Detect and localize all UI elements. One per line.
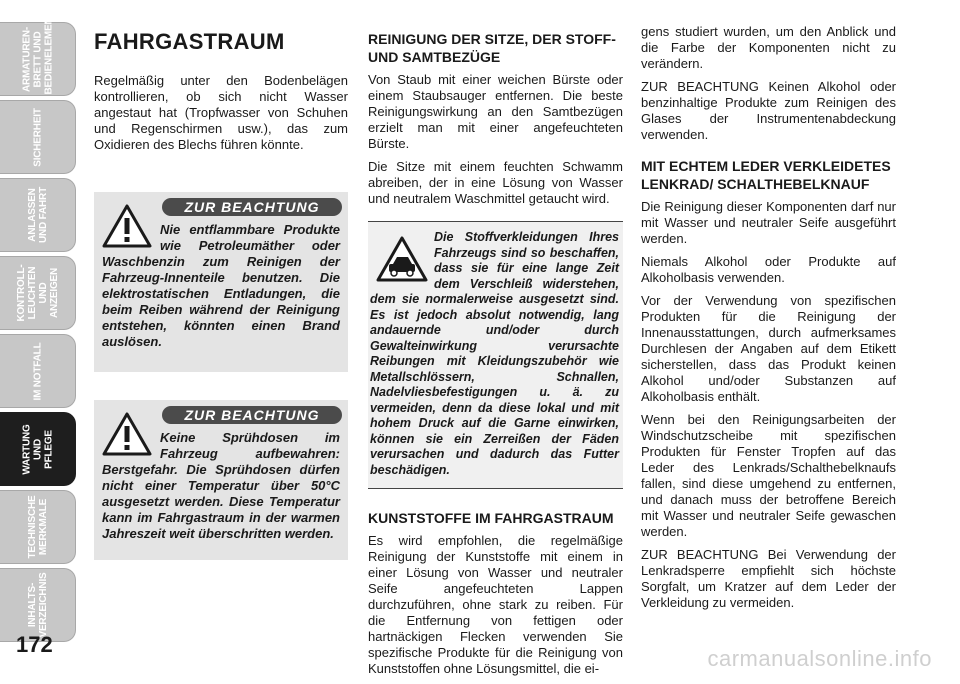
column-3 — [641, 24, 896, 618]
tab-armaturenbrett[interactable] — [0, 4, 76, 96]
paragraph: Die Reinigung dieser Komponenten darf nur mit Wasser und neutraler Seife ausgeführt werden. — [641, 199, 896, 246]
paragraph: ZUR BEACHTUNG Keinen Alkohol oder benzinhaltige Produkte zum Reinigen des Glases der Instrumentenabdeckung verwenden. — [641, 79, 896, 142]
column-1 — [94, 24, 348, 160]
column-2 — [368, 24, 623, 684]
warning-box-flammable — [94, 192, 348, 372]
warning-box-spray-cans — [94, 400, 348, 560]
tab-label: KONTROLL- LEUCHTEN UND ANZEIGEN — [15, 264, 60, 322]
paragraph: Niemals Alkohol oder Produkte auf Alkoholbasis verwenden. — [641, 254, 896, 285]
paragraph: Wenn bei den Reinigungsarbeiten der Windschutzscheibe mit spezifischen Produkten für Fenster Tropfen auf das Leder des Lenkrads/Schalthebelknaufs fallen, sind diese umgehend zu entfernen, und danach muss der betroffene Bereich mit Wasser und neutraler Seife gewaschen werden. — [641, 412, 896, 539]
paragraph: Die Sitze mit einem feuchten Schwamm abreiben, der in eine Lösung von Wasser und neutralem Waschmittel getaucht wird. — [368, 159, 623, 206]
car-environment-icon — [376, 236, 428, 282]
warning-triangle-icon — [102, 204, 152, 248]
paragraph: ZUR BEACHTUNG Bei Verwendung der Lenkradsperre empfiehlt sich höchste Sorgfalt, um Kratzer auf dem Leder der Verkleidung zu vermeiden. — [641, 547, 896, 610]
intro-paragraph: Regelmäßig unter den Bodenbelägen kontrollieren, ob sich nicht Wasser angestaut hat (Tropfwasser von Schuhen und Regenschirmen usw.), das zum Oxidieren des Blechs führen könnte. — [94, 73, 348, 152]
tab-inhaltsverzeichnis[interactable] — [0, 568, 76, 642]
tab-anlassen[interactable] — [0, 178, 76, 252]
warning-text: Nie entflammbare Produkte wie Petroleumäther oder Waschbenzin zum Reinigen der Fahrzeug-Innenteile benutzen. Die elektrostatischen Entladungen, die beim Reiben während der Reinigung entstehen, könnten einen Brand auslösen. — [102, 222, 340, 349]
tab-label: WARTUNG UND PFLEGE — [21, 423, 54, 475]
section-heading-plastics: KUNSTSTOFFE IM FAHRGASTRAUM — [368, 510, 614, 526]
paragraph: Vor der Verwendung von spezifischen Produkten für die Reinigung der Innenausstattungen, durch aufmerksames Durchlesen der Angaben auf dem Etikett sicherstellen, dass das Produkt keinen Alkohol und/oder Substanzen auf Alkoholbasis enthält. — [641, 293, 896, 404]
tab-kontrollleuchten[interactable] — [0, 256, 76, 330]
tab-label: IM NOTFALL — [32, 342, 43, 400]
note-text: Die Stoffverkleidungen Ihres Fahrzeugs sind so beschaffen, dass sie für eine lange Zeit dem Verschleiß widerstehen, dem sie normalerweise ausgesetzt sind. Es ist jedoch absolut notwendig, lang andauernde und/oder durch Gewalteinwirkung verursachte Reibungen mit Kleidungszubehör wie Metallschlössern, Schnallen, Nadelvliesbefestigungen u. ä. zu vermeiden, denn da diese lokal und mit hohem Druck auf die Garne einwirken, können sie ein Zerreißen der Fäden verursachen und dadurch das Futter beschädigen. — [370, 230, 619, 477]
tab-technische-merkmale[interactable] — [0, 490, 76, 564]
warning-badge: ZUR BEACHTUNG — [162, 406, 342, 424]
warning-triangle-icon — [102, 412, 152, 456]
tab-wartung-und-pflege[interactable] — [0, 412, 76, 486]
warning-text: Keine Sprühdosen im Fahrzeug aufbewahren: Berstgefahr. Die Sprühdosen dürfen nicht einer Temperatur über 50°C ausgesetzt werden. Diese Temperatur kann im Fahrgastraum in der warmen Jahreszeit weit überschritten werden. — [102, 430, 340, 541]
warning-badge: ZUR BEACHTUNG — [162, 198, 342, 216]
watermark: carmanualsonline.info — [707, 646, 932, 671]
paragraph: gens studiert wurden, um den Anblick und die Farbe der Komponenten nicht zu verändern. — [641, 24, 896, 71]
tab-label: TECHNISCHE MERKMALE — [26, 495, 49, 559]
tab-label: ANLASSEN UND FAHRT — [26, 187, 49, 243]
section-heading-seats: REINIGUNG DER SITZE, DER STOFF- UND SAMTBEZÜGE — [368, 31, 616, 65]
paragraph: Es wird empfohlen, die regelmäßige Reinigung der Kunststoffe mit einem in einer Lösung von Wasser und neutraler Seife angefeuchteten Lappen durchzuführen, ohne stark zu reiben. Für die Entfernung von fettigen oder hartnäckigen Flecken verwenden Sie spezifische Produkte für die Reinigung von Kunststoffen ohne Lösungsmittel, die ei- — [368, 533, 623, 676]
page-title: FAHRGASTRAUM — [94, 29, 285, 54]
page-number: 172 — [16, 632, 53, 657]
section-heading-leather: MIT ECHTEM LEDER VERKLEIDETES LENKRAD/ SCHALTHEBELKNAUF — [641, 158, 891, 192]
note-box-fabric — [368, 221, 623, 489]
tab-label: INHALTS- VERZEICHNIS — [26, 572, 49, 638]
tab-im-notfall[interactable] — [0, 334, 76, 408]
paragraph: Von Staub mit einer weichen Bürste oder einem Staubsauger entfernen. Die beste Reinigungswirkung an den Samtbezügen erzielt man mit einer angefeuchteten Bürste. — [368, 72, 623, 151]
tab-sicherheit[interactable] — [0, 100, 76, 174]
tab-label: ARMATUREN- BRETT UND BEDIENELEMENTE — [21, 4, 54, 94]
tab-label: SICHERHEIT — [32, 107, 43, 167]
